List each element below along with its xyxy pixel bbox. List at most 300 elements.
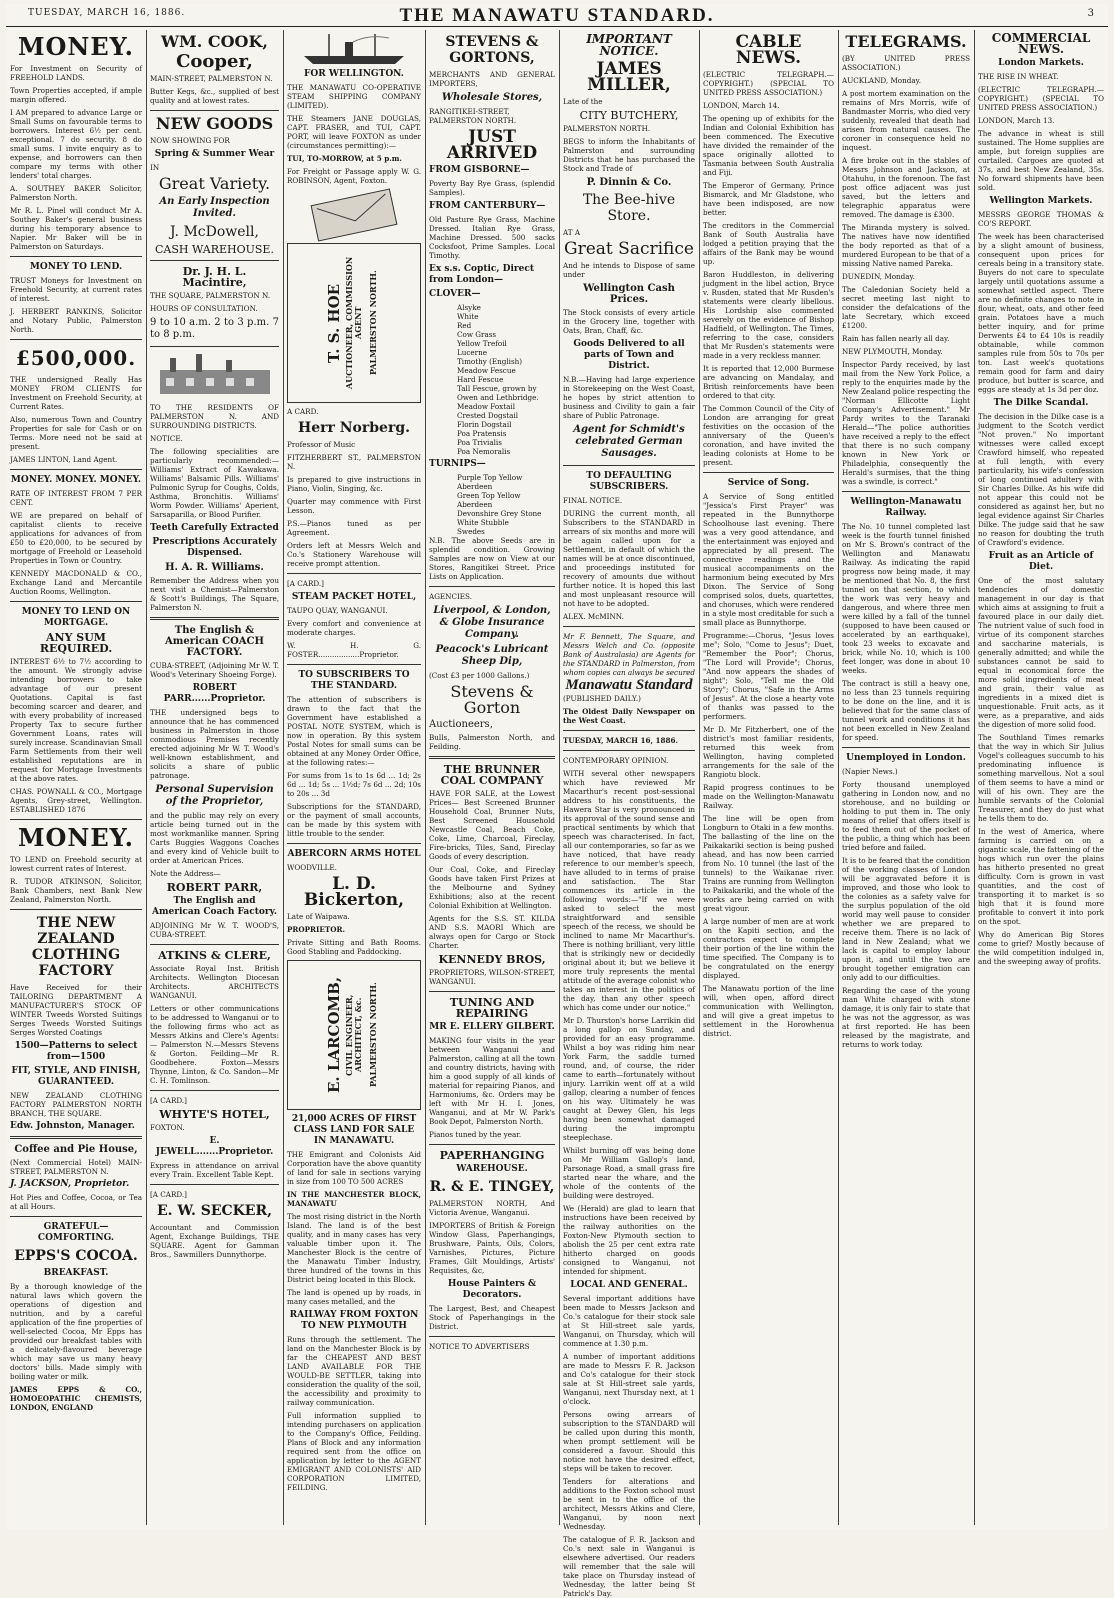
seed-list-item: Meadow Fescue — [457, 366, 516, 375]
land-heading: 21,000 ACRES OF FIRST CLASS LAND FOR SALE IN MANAWATU. — [291, 1114, 417, 1146]
coach-heading: The English & American COACH FACTORY. — [165, 625, 264, 658]
norberg-body-2: Quarter may commence with First Lesson. — [287, 497, 421, 515]
brunner-body: HAVE FOR SALE, at the Lowest Prices— Best Screened Brunner Household Coal, Brunner Nuts, Best Screened Household Newcastle Coal, Beach Coke, Coke, Lime, Charcoal, Fireclay, Fire-bricks, Tiles, Sand, Fireclay Goods of every description. — [429, 789, 555, 861]
secker-heading: E. W. SECKER, — [157, 1203, 272, 1219]
wellington-report: MESSRS GEORGE THOMAS & CO'S REPORT. — [978, 210, 1104, 228]
rankins-signature: J. HERBERT RANKINS, Solicitor and Notary Public, Palmerston North. — [10, 307, 142, 334]
seed-list-item: Purple Top Yellow Aberdeen — [457, 473, 523, 491]
norberg-address: FITZHERBERT ST., PALMERSTON N. — [287, 453, 421, 471]
linton-signature: JAMES LINTON, Land Agent. — [10, 455, 118, 464]
nz-clothing-body: Have Received for their TAILORING DEPARTMENT A MANUFACTURER'S STOCK OF WINTER Tweeds Worsted Suitings Serges Tweeds Worsted Suitings Serges Worsted Coatings — [10, 983, 142, 1037]
sg2-heading: Stevens & Gorton — [450, 682, 534, 717]
divider — [10, 256, 142, 257]
kennedy-heading: KENNEDY BROS, — [438, 953, 546, 966]
turnips-note: N.B. The above Seeds are in splendid condition. Growing Samples are now on View at our Stores, Rangitikei Street. Price Lists on Application. — [429, 536, 555, 581]
agencies-heading: AGENCIES. — [429, 592, 473, 601]
steam-proprietor: W. H. G. FOSTER..................Proprietor. — [287, 641, 421, 659]
telegrams-heading: TELEGRAMS. — [845, 32, 967, 51]
money-heading: MONEY. — [17, 32, 135, 61]
miller-heading: JAMES MILLER, — [587, 59, 671, 95]
norberg-heading: Herr Norberg. — [297, 420, 410, 436]
atkins-heading: ATKINS & CLERE, — [158, 949, 271, 962]
prescriptions-line: Prescriptions Accurately Dispensed. — [152, 537, 277, 558]
local-body-5: The catalogue of F. R. Jackson and Co.'s next sale in Wanganui is elsewhere advertised. Our readers will remember that the sale will take place on Thursday instead of Wednesday, the latter being St Patrick's Day. — [563, 1535, 695, 1598]
land-body-3: The land is opened up by roads, in many cases metalled, and the — [287, 1288, 421, 1306]
seed-list-item: Tall Fescue, grown by Owen and Lethbridge. — [457, 384, 539, 402]
column-1 — [10, 30, 142, 1525]
turnips-list — [429, 473, 555, 536]
cable-body-2: The Emperor of Germany, Prince Bismarck, and Mr Gladstone, who have been indisposed, are now better. — [703, 181, 834, 217]
steam-body: Every comfort and convenience at moderate charges. — [287, 619, 421, 637]
epps-body: By a thorough knowledge of the natural laws which govern the operations of digestion and nutrition, and by a careful application of the fine properties of well-selected Cocoa, Mr Epps has provided our breakfast tables with a delicately-flavoured beverage which may save us many heavy doctors' bills. Made simply with boiling water or milk. — [10, 1282, 142, 1381]
dilke-heading: The Dilke Scandal. — [993, 398, 1089, 408]
issue-date: TUESDAY, MARCH 16, 1886. — [28, 8, 186, 18]
miller-body: BEGS to inform the Inhabitants of Palmerston and surrounding Districts that he has purchased the Stock and Trade of — [563, 137, 695, 173]
subscribers-rates: For sums from 1s to 1s 6d ... 1d; 2s 6d ... 1d; 5s ... 1½d; 7s 6d ... 2d; 10s to 20s ... 3d — [287, 771, 421, 798]
larcomb-town: PALMERSTON NORTH. — [368, 982, 378, 1088]
ship-company: THE MANAWATU CO-OPERATIVE STEAM SHIPPING COMPANY (LIMITED). — [287, 83, 421, 110]
seed-list-item: Poa Pratensis — [457, 429, 507, 438]
divider — [150, 260, 279, 261]
cable-body-6: The Common Council of the City of London are arranging for great festivities on the occasion of the anniversary of the Queen's coronation, and have invited the leading colonists at Home to be present. — [703, 404, 834, 467]
parr-supervision: Personal Supervision of the Proprietor, — [155, 784, 274, 807]
divider — [150, 346, 279, 347]
local-body: Several important additions have been made to Messrs Jackson and Co.'s catalogue for their stock sale at St Hill-street sale yards, Wanganui, on Thursday, which will commence at 1.30 p.m. — [563, 1294, 695, 1348]
shoe-name: T. S. HOE — [325, 283, 343, 363]
seed-list-item: Meadow Foxtail — [457, 402, 516, 411]
subscribers-body-2: Subscriptions for the STANDARD, or the payment of small accounts, can be made by this system with little trouble to the sender. — [287, 802, 421, 838]
unemployed-body: Forty thousand unemployed gathering in London now, and no storehouse, and no building or holding to put them in. The only means of relief that offers itself is to feed them out of the pocket of the public, a thing which has been tried before and failed. — [842, 780, 970, 852]
song-body: A Service of Song entitled "Jessica's First Prayer" was repeated in the Bunnythorpe Schoolhouse last evening. There was a very good attendance, and the entertainment was enjoyed and appreciated by all present. The connective readings and the musical accompaniments on the harmonium being executed by Mrs Dixon. The Service of Song comprised solos, duets, quartettes, and choruses, which were rendered in a style most creditable for such a small place as Bunnythorpe. — [703, 492, 834, 627]
canterbury-heading: FROM CANTERBURY— — [429, 201, 546, 211]
telegrams-body-6: Inspector Pardy received, by last mail from the New York Police, a reply to the enquiries made by the New Zealand police respecting the "Norman Ellicotte Light Company's Advertisement." Mr Pardy writes to the Taranaki Herald—"The police authorities have received a reply to the effect that there is no such company known in New York or Philadelphia, consequently the Herald's surmises, that the thing was a swindle, is correct." — [842, 360, 970, 486]
telegrams-body-2: A fire broke out in the stables of Messrs Johnson and Jackson, at Otahuhu, in the forenoon. The fast post office adjacent was just saved, but the letters and telegraphic apparatus were removed. The damage is £300. — [842, 156, 970, 219]
peacock-cost: (Cost £3 per 1000 Gallons.) — [429, 671, 530, 680]
seed-list-item: Swedes — [457, 527, 485, 536]
district-body: Mr D. Mr Fitzherbert, one of the district's most familiar residents, returned this week from Wellington, having completed arrangements for the sale of the Rangiotu block. — [703, 725, 834, 779]
sg2-towns: Bulls, Palmerston North, and Feilding. — [429, 733, 555, 751]
telegrams-body-3: The Miranda mystery is solved. The natives have now identified the body reported as that of a murdered European to be that of a missing Native named Pareka. — [842, 223, 970, 268]
card-label: [A CARD.] — [150, 1096, 187, 1105]
column-8 — [978, 30, 1104, 1525]
divider — [10, 909, 142, 910]
liverpool-line: Liverpool, & London, & Globe Insurance Company. — [433, 605, 551, 640]
mcminn-signature: ALEX. McMINN. — [563, 612, 624, 621]
london-date: LONDON, March 13. — [978, 116, 1055, 125]
parr-name: ROBERT PARR, — [166, 881, 263, 894]
shoe-town: PALMERSTON NORTH. — [368, 270, 378, 376]
clover-heading: CLOVER— — [429, 289, 481, 299]
ss-agents: Agents for the S.S. ST. KILDA AND S.S. MAORI Which are always open for Cargo or Stock Charter. — [429, 914, 555, 950]
card-label: [A CARD.] — [150, 1190, 187, 1199]
patterns-line: 1500—Patterns to select from—1500 — [14, 1041, 138, 1062]
factory-illustration — [156, 352, 274, 400]
gilbert-body: MAKING four visits in the year between Wanganui and Palmerston, calling at all the town and country districts, having with him a good supply of all kinds of material for repairing Pianos, and Harmoniums, &c. Orders may be left with Mr H. I. Jones, Wanganui, and at Mr W. Park's Book Depot, Palmerston North. — [429, 1036, 555, 1126]
williams-body: The following specialities are particularly recommended:— Williams' Extract of Kawakawa. Williams' Balsamic Pills. Williams' Pulmonic Syrup for Coughs, Colds, Asthma, Bronchitis. Williams' Worm Powder. Williams' Aperient, Sarsaparilla, or Blood Purifier. — [150, 447, 279, 519]
divider — [703, 472, 834, 473]
telegrams-subheading: (BY UNITED PRESS ASSOCIATION.) — [842, 54, 970, 72]
at-a: AT A — [563, 228, 581, 237]
grateful-line: GRATEFUL—COMFORTING. — [37, 1222, 115, 1243]
column-6 — [703, 30, 834, 1525]
land-body: THE Emigrant and Colonists Aid Corporation have the above quantity of land for sale in sections varying in size from 100 TO 500 ACRES — [287, 1150, 422, 1186]
railway-progress: Rapid progress continues to be made on the Wellington-Manawatu Railway. — [703, 783, 834, 810]
column-rule — [425, 30, 426, 1525]
seed-list-item: Florin Dogstail — [457, 420, 512, 429]
money-body: I AM prepared to advance Large or Small Sums on favourable terms to borrowers. Interest 6½ per cent. exceptional. 7 do security. 8 do small sums. I invite enquiry as to expense, and borrowers can then compare my terms with other lenders' total charges. — [10, 108, 142, 180]
divider — [563, 465, 695, 466]
paper-warehouse: WAREHOUSE. — [456, 1164, 528, 1174]
williams-address: Remember the Address when you next visit a Chemist—Palmerston & Scott's Buildings, The Square, Palmerston N. — [150, 576, 279, 612]
seed-list-item: Alsyke — [457, 303, 481, 312]
residents-line: TO THE RESIDENTS OF PALMERSTON N. AND SURROUNDING DISTRICTS. — [150, 403, 279, 430]
page-number: 3 — [1087, 8, 1094, 19]
beehive-name: The Bee-hive Store. — [582, 192, 676, 224]
standard-flag: Manawatu Standard — [565, 677, 693, 693]
divider — [287, 843, 421, 844]
divider — [429, 1144, 555, 1145]
coffee-address: (Next Commercial Hotel) MAIN-STREET, PALMERSTON N. — [10, 1158, 142, 1176]
local-general-heading: LOCAL AND GENERAL. — [570, 1280, 688, 1290]
railway-body-2: A large number of men are at work on the Kapiti section, and the contractors expect to complete their portion of the line within the time specified. The Company is to be congratulated on the energy displayed. — [703, 917, 834, 980]
land-body-5: Full information supplied to intending purchasers on application to the Company's Office, Feilding. Plans of Block and any information required sent from the office on application by letter to the AGENT EMIGRANT AND COLONISTS' AID CORPORATION LIMITED, FEILDING. — [287, 1411, 421, 1492]
dinnin-name: P. Dinnin & Co. — [586, 177, 672, 188]
divider — [150, 1090, 279, 1091]
atkins-body: Letters or other communications to be addressed to Wanganui or to the following firms who act as Messrs Atkins and Clere's Agents:— Palmerston N.—Messrs Stevens & Gorton. Feilding—Mr R. Goodbehere. Foxton—Messrs Thynne, Linton, & Co. Sandon—Mr C. H. Tomlinson. — [150, 1004, 279, 1085]
baker-note: Mr R. L. Pinel will conduct Mr A. Southey Baker's general business during his temporary absence to Napier. Mr Baker will be in Palmerston on Saturdays. — [10, 206, 142, 251]
london-subheading: (ELECTRIC TELEGRAPH.—COPYRIGHT.) (SPECIAL TO UNITED PRESS ASSOCIATION.) — [978, 85, 1104, 112]
divider — [842, 747, 970, 748]
default-heading: TO DEFAULTING SUBSCRIBERS. — [586, 471, 672, 492]
cable-date: LONDON, March 14. — [703, 101, 780, 110]
cable-body: The opening up of exhibits for the Indian and Colonial Exhibition has been commenced. The Executive have divided the remainder of the space originally allotted to Tasmania between South Australia and Fiji. — [703, 114, 834, 177]
steam-heading: STEAM PACKET HOTEL, — [291, 592, 417, 602]
seed-list-item: White — [457, 312, 479, 321]
divider — [150, 617, 279, 620]
money2-heading: MONEY. — [17, 823, 135, 852]
goods-delivered: Goods Delivered to all parts of Town and District. — [573, 339, 685, 371]
wellington-markets-heading: Wellington Markets. — [989, 196, 1093, 206]
brunner-body-2: Our Coal, Coke, and Fireclay Goods have taken First Prizes at the Melbourne and Sydney Exhibitions; also at the recent Colonial Exhibition at Wellington. — [429, 865, 555, 910]
coptic-heading: Ex s.s. Coptic, Direct from London— — [429, 264, 535, 285]
song-heading: Service of Song. — [727, 478, 810, 488]
turnips-heading: TURNIPS— — [429, 459, 486, 469]
spring-summer-line: Spring & Summer Wear — [154, 149, 275, 159]
local-body-2: A number of important additions are made to Messrs F. R. Jackson and Co's catalogue for their stock sale at St Hill-street sale yards, Wanganui, next Thursday next, at 1 o'clock. — [563, 1352, 695, 1406]
mcdowell-name: J. McDowell, — [170, 224, 259, 240]
abercorn-town: WOODVILLE. — [287, 863, 337, 872]
epps-footer: JAMES EPPS & CO., HOMOEOPATHIC CHEMISTS, LONDON, ENGLAND — [10, 1385, 142, 1412]
jackson-proprietor: J. JACKSON, Proprietor. — [10, 1179, 130, 1189]
parr-body: THE undersigned begs to announce that he has commenced business in Palmerston in those commodious Premises recently erected adjoining Mr W. T. Wood's well-known establishment, and solicits a share of public patronage. — [150, 708, 279, 780]
seed-list-item: Red — [457, 321, 472, 330]
railway-body: The line will be open from Longburn to Otaki in a few months. The ballasting of the line on the Paikakariki section is being pushed ahead, and has now been carried from No. 10 tunnel (the last of the tunnels) to the Waikanae river. Trains are running from Wellington to Paikakariki, and the whole of the works are being carried on with great vigour. — [703, 814, 834, 913]
bickerton-late: Late of Waipawa. — [287, 912, 350, 921]
miller-body-3: The Stock consists of every article in the Grocery line, together with Oats, Bran, Chaff, &c. — [563, 308, 695, 335]
divider — [150, 944, 279, 945]
big-money-body-2: Also, numerous Town and Country Properties for sale for Cash or on Terms. More need not be said at present. — [10, 415, 142, 451]
land-body-2: The most rising district in the North Island. The land is of the best quality, and in many cases has very valuable timber upon it. The Manchester Block is the centre of the Manawatu Timber Industry, three hundred of the towns in this District being located in this Block. — [287, 1212, 421, 1284]
nz-clothing-heading: THE NEW ZEALAND CLOTHING FACTORY — [31, 915, 121, 979]
just-arrived-heading: JUST ARRIVED — [446, 127, 538, 163]
masthead — [6, 4, 1108, 27]
telegrams-body-5: Rain has fallen nearly all day. — [842, 334, 950, 343]
new-goods-line: NOW SHOWING FOR — [150, 136, 230, 145]
column-rule — [974, 30, 975, 1525]
johnston-manager: Edw. Johnston, Manager. — [10, 1121, 135, 1131]
fruit-heading: Fruit as an Article of Diet. — [988, 551, 1094, 572]
unemployed-body-2: It is to be feared that the condition of the working classes of London will be aggravated before it is improved, and those who look to the colonies as a safety valve for the surplus population of the old world may well pause to consider whether we are prepared to receive them. There is no lack of land in New Zealand; what we lack is capital to employ labour upon it, and until the two are brought together emigration can only add to our difficulties. — [842, 856, 970, 982]
tuning-heading: TUNING AND REPAIRING — [449, 996, 535, 1020]
unemployed-source: (Napier News.) — [842, 767, 898, 776]
miller-late: Late of the — [563, 97, 603, 106]
divider — [150, 1184, 279, 1185]
telegrams-date-2: DUNEDIN, Monday. — [842, 272, 915, 281]
seed-list-item: Cow Grass — [457, 330, 497, 339]
contemporary-body: WITH several other newspapers which have reviewed Mr Macarthur's recent post-sessional address to his constituents, the Hawera Star is very pronounced in its approval of the sound sense and practical sentiments by which that speech was characterised. In fact, all our contemporaries, so far as we have noticed, that have ready reference to our member's speech, have alluded to in terms of praise and satisfaction. The Star commences its article in the following words:—"If we were asked to select the most straightforward and sensible speech of the recess, we should be inclined to name Mr Macarthur's. There is nothing brilliant, very little that is strikingly new or decidedly original about it; but we believe it more truly represents the mental attitude of the average colonist who takes an interest in the politics of the day, than any other speech which has come under our notice." — [563, 769, 695, 1012]
coffee-heading: Coffee and Pie House, — [14, 1144, 138, 1155]
lend-body: TRUST Moneys for Investment on Freehold Security, at current rates of interest. — [10, 276, 142, 303]
telegrams-body: A post mortem examination on the remains of Mrs Morris, wife of Bandmaster Morris, who died very suddenly, revealed that death had arisen from natural causes. The coroner in consequence held no inquest. — [842, 89, 970, 152]
divider — [563, 626, 695, 627]
divider — [10, 469, 142, 470]
mmm-heading: MONEY. MONEY. MONEY. — [10, 475, 142, 485]
default-body: DURING the current month, all Subscribers to the STANDARD in arrears of six months and more will be again called upon for a Settlement, in default of which the names will be at once discontinued, and proceedings instituted for recovery of amounts due without further notice. It is hoped this last and most unpleasant resource will not have to be adopted. — [563, 509, 695, 608]
published-daily: (PUBLISHED DAILY.) — [563, 694, 641, 703]
tingey-heading: R. & E. TINGEY, — [429, 1179, 555, 1195]
local-body-3: Persons owing arrears of subscription to the STANDARD will be called upon during this month, when prompt settlement will be considered a favour. Should this notice not have the desired effect, steps will be taken to recover. — [563, 1410, 695, 1473]
gilbert-heading: MR E. ELLERY GILBERT. — [429, 1022, 555, 1032]
atkins-subheading: Associate Royal Inst. British Architects. Wellington Diocesan Architects. ARCHITECTS WANGANUI. — [150, 964, 279, 1000]
larcomb-card — [287, 960, 421, 1110]
oldest-daily: The Oldest Daily Newspaper on the West Coast. — [563, 707, 695, 725]
parr-note: Note the Address— — [150, 869, 221, 878]
nz-clothing-branch: NEW ZEALAND CLOTHING FACTORY PALMERSTON NORTH BRANCH, THE SQUARE. — [10, 1091, 142, 1118]
whyte-body: Express in attendance on arrival every Train. Excellent Table Kept. — [150, 1161, 279, 1179]
cable-body-4: Baron Huddleston, in delivering judgment in the libel action, Bryce v. Rusden, stated that Mr Rusden's statements were clearly libellous. His Lordship also commented severely on the evidence of Bishop Hadfield, of Wellington. The Times, referring to the case, considers that Mr Rusden's statements were made in a very reckless manner. — [703, 270, 834, 360]
cook-address: MAIN-STREET, PALMERSTON N. — [150, 74, 273, 83]
divider — [10, 339, 142, 340]
seed-list-item: Poa Trivialis — [457, 438, 502, 447]
whyte-heading: WHYTE'S HOTEL, — [159, 1108, 270, 1121]
in-line: IN — [150, 163, 160, 172]
williams-signature: H. A. R. Williams. — [165, 562, 264, 573]
teeth-line: Teeth Carefully Extracted — [150, 523, 279, 533]
notice-advertisers: NOTICE TO ADVERTISERS — [429, 1342, 530, 1351]
rise-in-wheat: THE RISE IN WHEAT. — [978, 72, 1059, 81]
city-butchery: CITY BUTCHERY, — [579, 109, 679, 122]
coach-address: CUBA-STREET, (Adjoining Mr W. T. Wood's Veterinary Shoeing Forge). — [150, 661, 279, 679]
money-text: Town Properties accepted, if ample margin offered. — [10, 86, 142, 104]
envelope-illustration — [309, 189, 399, 239]
seed-list-item: Timothy (English) — [457, 357, 523, 366]
column-5 — [563, 30, 695, 1598]
newspaper-title: THE MANAWATU STANDARD. — [399, 5, 715, 26]
sg-heading: STEVENS & GORTONS, — [445, 34, 539, 66]
rate-heading: RATE OF INTEREST FROM 7 PER CENT. — [10, 489, 142, 507]
sg2-auctioneers: Auctioneers, — [429, 719, 493, 730]
whyte-town: FOXTON. — [150, 1123, 185, 1132]
bickerton-heading: L. D. Bickerton, — [303, 874, 405, 910]
divider — [10, 1136, 142, 1139]
money2-body: TO LEND on Freehold security at lowest current rates of Interest. — [10, 855, 142, 873]
seed-list-item: White Stubble — [457, 518, 509, 527]
miller-town: PALMERSTON NORTH. — [563, 124, 651, 133]
telegrams-date: AUCKLAND, Monday. — [842, 76, 922, 85]
card-label: A CARD. — [287, 407, 319, 416]
fit-line: FIT, STYLE, AND FINISH, GUARANTEED. — [11, 1066, 141, 1087]
parr-proprietor: ROBERT PARR......Proprietor. — [163, 683, 266, 704]
subscribers-heading: TO SUBSCRIBERS TO THE STANDARD. — [298, 670, 410, 691]
macintire-address: THE SQUARE, PALMERSTON N. — [150, 291, 271, 300]
sacrifice-heading: Great Sacrifice — [564, 239, 694, 259]
contemporary-body-2: Mr D. Thurston's horse Larrikin did a long gallop on Sunday, and provided for an easy programme. Whilst a boy was riding him near York Farm, the saddle turned round, and, of course, the rider came to earth—fortunately without injury. Larrikin went off at a wild gallop, clearing a number of fences on his way. Ultimately he was caught at Dewey Glen, his legs having been somewhat damaged during the impromptu steeplechase. — [563, 1016, 695, 1142]
cable-body-5: It is reported that 12,000 Burmese are advancing on Mandalay, and British reinforcements have been ordered to that city. — [703, 364, 834, 400]
dilke-body: The decision in the Dilke case is a judgment to the Scotch verdict "Not proven." No important witnesses were called except Crawford himself, who repeated at full length, with every particularity, his wife's confession of long continued adultery with Sir Charles Dilke. As his wife did not appear this could not be considered as against her, but no legal evidence against Sir Charles Dilke. The judge said that he saw no reason for doubting the truth of Crawford's evidence. — [978, 412, 1104, 547]
macintire-hours-heading: HOURS OF CONSULTATION. — [150, 304, 258, 313]
divider — [429, 991, 555, 992]
inspection-line: An Early Inspection Invited. — [159, 196, 270, 219]
seed-list-item: Poa Nemoralis — [457, 447, 511, 456]
norberg-body-3: P.S.—Pianos tuned as per Agreement. — [287, 519, 421, 537]
peacock-line: Peacock's Lubricant Sheep Dip, — [435, 644, 549, 667]
column-rule — [283, 30, 284, 1525]
macintire-hours: 9 to 10 a.m. 2 to 3 p.m. 7 to 8 p.m. — [150, 317, 279, 340]
parr-factory: The English and American Coach Factory. — [152, 896, 277, 917]
seed-list-item: Green Top Yellow Aberdeen — [457, 491, 521, 509]
divider — [150, 110, 279, 111]
divider — [10, 819, 142, 820]
card-label: [A CARD.] — [287, 579, 324, 588]
column-rule — [146, 30, 147, 1525]
cook-body: Butter Kegs, &c., supplied of best quality and at lowest rates. — [150, 87, 279, 105]
sg-subheading: MERCHANTS AND GENERAL IMPORTERS, — [429, 70, 555, 88]
fruit-body-2: The Southland Times remarks that the way in which Sir Julius Vogel's colleagues succumb to his predominating influence is something marvellous. Not a soul of them seems to have a mind or will of his own. They are the humble servants of the Colonial Treasurer, and they do just what he tells them to do. — [978, 733, 1104, 823]
mortgage-heading: MONEY TO LEND ON MORTGAGE. — [21, 607, 131, 628]
divider — [10, 601, 142, 602]
london-markets-heading: London Markets. — [998, 58, 1084, 68]
seed-list-item: Devonshire Grey Stone — [457, 509, 542, 518]
tingey-body-2: The Largest, Best, and Cheapest Stock of Paperhangings in the District. — [429, 1304, 555, 1331]
cable-body-3: The creditors in the Commercial Bank of South Australia have lodged a petition praying that the affairs of the Bank may be wound up. — [703, 221, 834, 266]
subscribers-body: The attention of subscribers is drawn to the fact that the Government have established a POSTAL NOTE SYSTEM, which is now in operation. By this system Postal Notes for small sums can be obtained at any Money Order Office, at the following rates:— — [287, 695, 421, 767]
london-body: The advance in wheat is still sustained. The Home supplies are ample, but foreign supplies are curtailed. Cargoes are quoted at 37s, and best New Zealand, 35s. No forward shipments have been sold. — [978, 129, 1104, 192]
railway-heading: RAILWAY FROM FOXTON TO NEW PLYMOUTH — [289, 1310, 419, 1331]
big-money-heading: £500,000. — [15, 346, 137, 370]
steam-address: TAUPO QUAY, WANGANUI. — [287, 606, 388, 615]
unemployed-body-3: Regarding the case of the young man White charged with stone damage, it is only fair to state that he was not the aggressor, as was at first reported. He has been released by the magistrate, and returns to work today. — [842, 986, 970, 1049]
breakfast-heading: BREAKFAST. — [43, 1268, 109, 1278]
any-sum-heading: ANY SUM REQUIRED. — [39, 631, 113, 655]
new-goods-heading: NEW GOODS — [155, 114, 274, 133]
parr-body-2: and the public may rely on every article being turned out in the most workmanlike manner. Spring Carts Buggies Waggons Coaches and every kind of Vehicle built to order at American Prices. — [150, 811, 279, 865]
divider — [287, 573, 421, 574]
ship-agent: For Freight or Passage apply W. G. ROBINSON, Agent, Foxton. — [287, 167, 421, 185]
unemployed-heading: Unemployed in London. — [846, 753, 966, 763]
norberg-title: Professor of Music — [287, 440, 356, 449]
final-notice: FINAL NOTICE. — [563, 496, 623, 505]
column-rule — [559, 30, 560, 1525]
divider — [563, 730, 695, 731]
abercorn-heading: ABERCORN ARMS HOTEL — [287, 849, 421, 859]
larcomb-name: E. LARCOMB, — [325, 976, 343, 1094]
column-rule — [838, 30, 839, 1525]
notice-heading: NOTICE. — [150, 434, 183, 443]
ship-heading: FOR WELLINGTON. — [304, 69, 404, 79]
tingey-body: IMPORTERS of British & Foreign Window Glass, Paperhangings, Brushware, Paints, Oils, Colors, Varnishes, Pictures, Picture Frames, Gilt Mouldings, Artists' Requisites, &c, — [429, 1221, 555, 1275]
parr-adjoining: ADJOINING Mr W. T. WOOD'S, CUBA-STREET. — [150, 921, 279, 939]
contemporary-body-4: We (Herald) are glad to learn that instructions have been received by the railway authorities on the Foxton-New Plymouth section to abolish the 25 per cent extra rate hitherto charged on goods consigned to Wanganui, not intended for shipment. — [563, 1204, 695, 1276]
clover-list — [429, 303, 555, 456]
coffee-hours: Hot Pies and Coffee, Cocoa, or Tea at all Hours. — [10, 1193, 142, 1211]
gilbert-body-2: Pianos tuned by the year. — [429, 1130, 522, 1139]
rail-body: The No. 10 tunnel completed last week is the fourth tunnel finished on Mr S. Brown's contract of the Wellington and Manawatu Railway. As indicating the rapid progress now being made, it may be mentioned that No. 8, the first tunnel on that section, to which the work was very heavy and dangerous, and where three men were killed by a fall of the tunnel (supposed to have been caused or accelerated by an earthquake), took 23 weeks to excavate and brick, while No. 10, which is 100 feet longer, was done in about 10 weeks. — [842, 522, 970, 675]
telegrams-body-4: The Caledonian Society held a secret meeting last night to consider the defalcations of the late Secretary, which exceed £1200. — [842, 285, 970, 330]
any-sum-body: INTEREST 6½ to 7½ according to the amount. We strongly advise intending borrowers to take advantage of our present Quotations. Capital is fast becoming scarcer and dearer, and with every probability of increased Property Tax to secure further Government Loans, rates will surely increase. Scandinavian Small Farm Settlements from their well established reputations are in request for Mortgage Investments at the above rates. — [10, 657, 142, 783]
gisborne-body: Poverty Bay Rye Grass, (splendid Samples). — [429, 179, 555, 197]
paper-heading: PAPERHANGING — [439, 1149, 545, 1162]
railway-body-3: The Manawatu portion of the line will, when open, afford direct communication with Wellington, and will give a great impetus to settlement in the Horowhenua district. — [703, 984, 834, 1038]
kennedy-signature: KENNEDY MACDONALD & CO., Exchange Land and Mercantile Auction Rooms, Wellington. — [10, 569, 142, 596]
column-7 — [842, 30, 970, 1525]
telegrams-date-3: NEW PLYMOUTH, Monday. — [842, 347, 943, 356]
macintire-heading: Dr. J. H. L. Macintire, — [182, 265, 247, 289]
atkinson-signature: R. TUDOR ATKINSON, Solicitor, Bank Chambers, next Bank New Zealand, Palmerston North. — [10, 877, 142, 904]
column-2 — [150, 30, 279, 1525]
norberg-body-4: Orders left at Messrs Welch and Co.'s Stationery Warehouse will receive prompt attention. — [287, 541, 421, 568]
divider — [563, 750, 695, 751]
song-body-2: Programme:—Chorus, "Jesus loves me"; Solo, "Come to Jesus"; Duet, "Remember the Poor"; Chorus, "The Lord will Provide"; Chorus, "And now appears the shades of night"; Solo, "Tell me the Old Story"; Chorus, "Safe in the Arms of Jesus". At the close a hearty vote of thanks was passed to the performers. — [703, 631, 834, 721]
column-3 — [287, 30, 421, 1525]
flag-date: TUESDAY, MARCH 16, 1886. — [563, 736, 678, 745]
rail-body-2: The contract is still a heavy one, no less than 23 tunnels requiring to be done on the line, and it is believed that for the same class of tunnel work and conditions it has not been excelled in New Zealand for speed. — [842, 679, 970, 742]
ship-sailing: TUI, TO-MORROW, at 5 p.m. — [287, 154, 402, 163]
contemporary-heading: CONTEMPORARY OPINION. — [563, 756, 669, 765]
cable-heading: CABLE NEWS. — [735, 32, 802, 68]
fruit-body: One of the most salutary tendencies of domestic management in our day is that which aims at assigning to fruit a favoured place in our daily diet. The nutrient value of such food in virtue of its component starches and saccharine materials, is generally admitted; and while the substances cannot be said to equal in economical force the more solid ingredients of meat and grain, their value as ingredients in a mixed diet is unquestionable. Fruit acts, as it were, as a preparative, and aids the digestion of more solid food. — [978, 576, 1104, 729]
baker-signature: A. SOUTHEY BAKER Solicitor, Palmerston North. — [10, 184, 142, 202]
shoe-title: AUCTIONEER, COMMISSION AGENT — [344, 256, 363, 390]
miller-body-2: And he intends to Dispose of same under — [563, 261, 695, 279]
land-body-4: Runs through the settlement. The land on the Manchester Block is by far the CHEAPEST AND BEST LAND AVAILABLE FOR THE WOULD-BE SETTLER, taking into consideration the quality of the soil, the accessibility and proximity to railway communication. — [287, 1335, 421, 1407]
cook-heading: WM. COOK, — [161, 32, 268, 51]
column-4 — [429, 30, 555, 1525]
epps-heading: EPPS'S COCOA. — [14, 1248, 138, 1264]
bickerton-body: Private Sitting and Bath Rooms. Good Stabling and Paddocking. — [287, 938, 421, 956]
wellington-cash-prices: Wellington Cash Prices. — [583, 283, 675, 305]
divider — [842, 491, 970, 492]
brunner-heading: THE BRUNNER COAL COMPANY — [440, 763, 544, 787]
big-money-body: THE undersigned Really Has MONEY FROM CLIENTS for Investment on Freehold Security, at Current Rates. — [10, 375, 142, 411]
kennedy-address: PROPRIETORS, WILSON-STREET, WANGANUI. — [429, 968, 555, 986]
larcomb-title: CIVIL ENGINEER, ARCHITECT, &c. — [344, 994, 363, 1076]
local-body-4: Tenders for alterations and additions to the Foxton school must be sent in to the office of the architect, Messrs Atkins and Clere, Wanganui, by noon next Wednesday. — [563, 1477, 695, 1531]
lend-heading: MONEY TO LEND. — [29, 262, 123, 272]
cash-warehouse: CASH WAREHOUSE. — [155, 243, 274, 256]
jewell-proprietor: E. JEWELL.......Proprietor. — [155, 1136, 274, 1157]
divider — [287, 664, 421, 665]
pownall-signature: CHAS. POWNALL & CO., Mortgage Agents, Grey-street, Wellington. ESTABLISHED 1876 — [10, 787, 142, 814]
seed-list-item: Lucerne — [457, 348, 487, 357]
steamship-illustration — [299, 32, 409, 66]
bickerton-proprietor: PROPRIETOR. — [287, 925, 345, 934]
gisborne-heading: FROM GISBORNE— — [429, 165, 530, 175]
agents-note: Mr F. Bennett, The Square, and Messrs Welch and Co. (opposite Bank of Australasia) are Agents for the STANDARD in Palmerston, from whom copies can always be secured — [563, 632, 695, 677]
miller-nb: N.B.—Having had large experience in Storekeeping on the West Coast, he hopes by strict attention to business and Civility to gain a fair share of Public Patronage. — [563, 375, 695, 420]
rate-body: WE are prepared on behalf of capitalist clients to receive applications for advances of from £50 to £20,000, to be secured by mortgage of Freehold or Leasehold Properties in Town or Country. — [10, 511, 142, 565]
seed-list-item: Hard Fescue — [457, 375, 504, 384]
contemporary-body-3: Whilst burning off was being done on Mr William Gallop's land, Parsonage Road, a small grass fire started near the whare, and the whole of the contents of the building were destroyed. — [563, 1146, 695, 1200]
